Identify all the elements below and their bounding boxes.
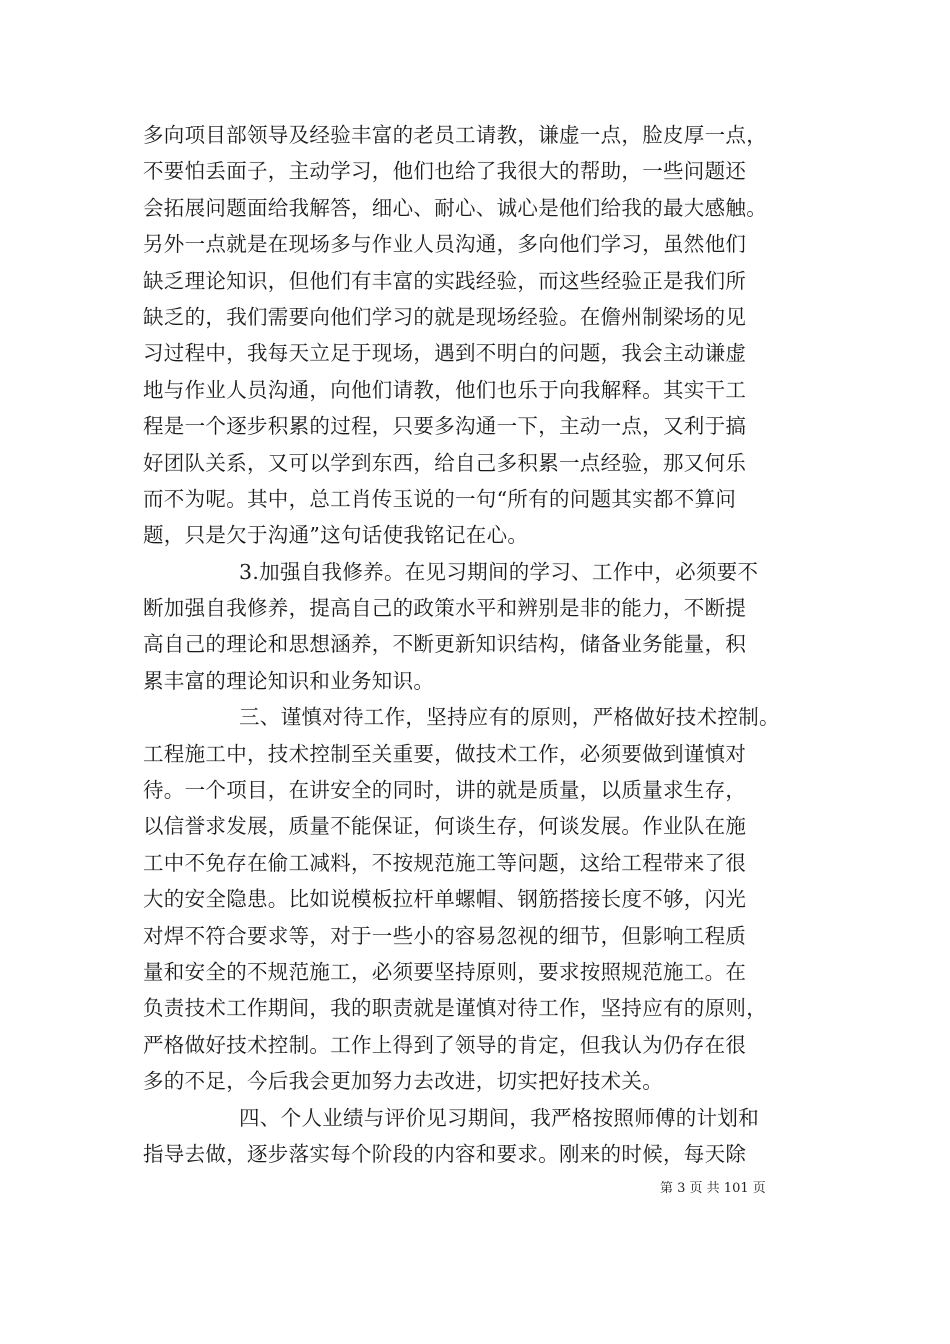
text-line: 以信誉求发展，质量不能保证，何谈生存，何谈发展。作业队在施 — [143, 814, 747, 839]
text-line: 多向项目部领导及经验丰富的老员工请教，谦虚一点，脸皮厚一点， — [143, 123, 767, 147]
text-line: 题，只是欠于沟通”这句话使我铭记在心。 — [143, 523, 529, 548]
text-line: 断加强自我修养，提高自己的政策水平和辨别是非的能力，不断提 — [143, 596, 747, 621]
text-line: 高自己的理论和思想涵养，不断更新知识结构，储备业务能量，积 — [143, 632, 747, 657]
text-line: 另外一点就是在现场多与作业人员沟通，多向他们学习，虽然他们 — [143, 232, 747, 257]
text-line: 指导去做，逐步落实每个阶段的内容和要求。刚来的时候，每天除 — [143, 1141, 747, 1166]
text-line: 缺乏理论知识，但他们有丰富的实践经验，而这些经验正是我们所 — [143, 268, 747, 293]
text-line: 多的不足，今后我会更加努力去改进，切实把好技术关。 — [143, 1069, 663, 1094]
text-line: 3.加强自我修养。在见习期间的学习、工作中，必须要不 — [239, 559, 759, 584]
text-line: 缺乏的，我们需要向他们学习的就是现场经验。在儋州制梁场的见 — [143, 304, 747, 329]
text-line: 量和安全的不规范施工，必须要坚持原则，要求按照规范施工。在 — [143, 959, 747, 984]
text-line: 程是一个逐步积累的过程，只要多沟通一下，主动一点，又利于搞 — [143, 414, 747, 439]
text-line: 大的安全隐患。比如说模板拉杆单螺帽、钢筋搭接长度不够，闪光 — [143, 887, 747, 912]
text-line: 好团队关系，又可以学到东西，给自己多积累一点经验，那又何乐 — [143, 450, 747, 475]
text-line: 累丰富的理论知识和业务知识。 — [143, 668, 435, 693]
text-line: 严格做好技术控制。工作上得到了领导的肯定，但我认为仍存在很 — [143, 1032, 747, 1057]
text-line: 会拓展问题面给我解答，细心、耐心、诚心是他们给我的最大感触。 — [143, 195, 767, 220]
text-line: 四、个人业绩与评价见习期间，我严格按照师傅的计划和 — [239, 1105, 759, 1130]
page-number-footer: 第 3 页 共 101 页 — [660, 1181, 766, 1196]
text-line: 工程施工中，技术控制至关重要，做技术工作，必须要做到谨慎对 — [143, 741, 747, 766]
document-page — [143, 117, 823, 1172]
text-line: 三、谨慎对待工作，坚持应有的原则，严格做好技术控制。 — [239, 705, 780, 730]
text-line: 对焊不符合要求等，对于一些小的容易忽视的细节，但影响工程质 — [143, 923, 747, 948]
text-line: 而不为呢。其中，总工肖传玉说的一句“所有的问题其实都不算问 — [143, 486, 737, 511]
text-line: 工中不免存在偷工减料，不按规范施工等问题，这给工程带来了很 — [143, 850, 747, 875]
text-line: 地与作业人员沟通，向他们请教，他们也乐于向我解释。其实干工 — [143, 377, 747, 402]
text-line: 负责技术工作期间，我的职责就是谨慎对待工作，坚持应有的原则， — [143, 996, 767, 1021]
text-line: 不要怕丢面子，主动学习，他们也给了我很大的帮助，一些问题还 — [143, 159, 747, 184]
text-line: 待。一个项目，在讲安全的同时，讲的就是质量，以质量求生存， — [143, 778, 747, 803]
text-line: 习过程中，我每天立足于现场，遇到不明白的问题，我会主动谦虚 — [143, 341, 747, 366]
